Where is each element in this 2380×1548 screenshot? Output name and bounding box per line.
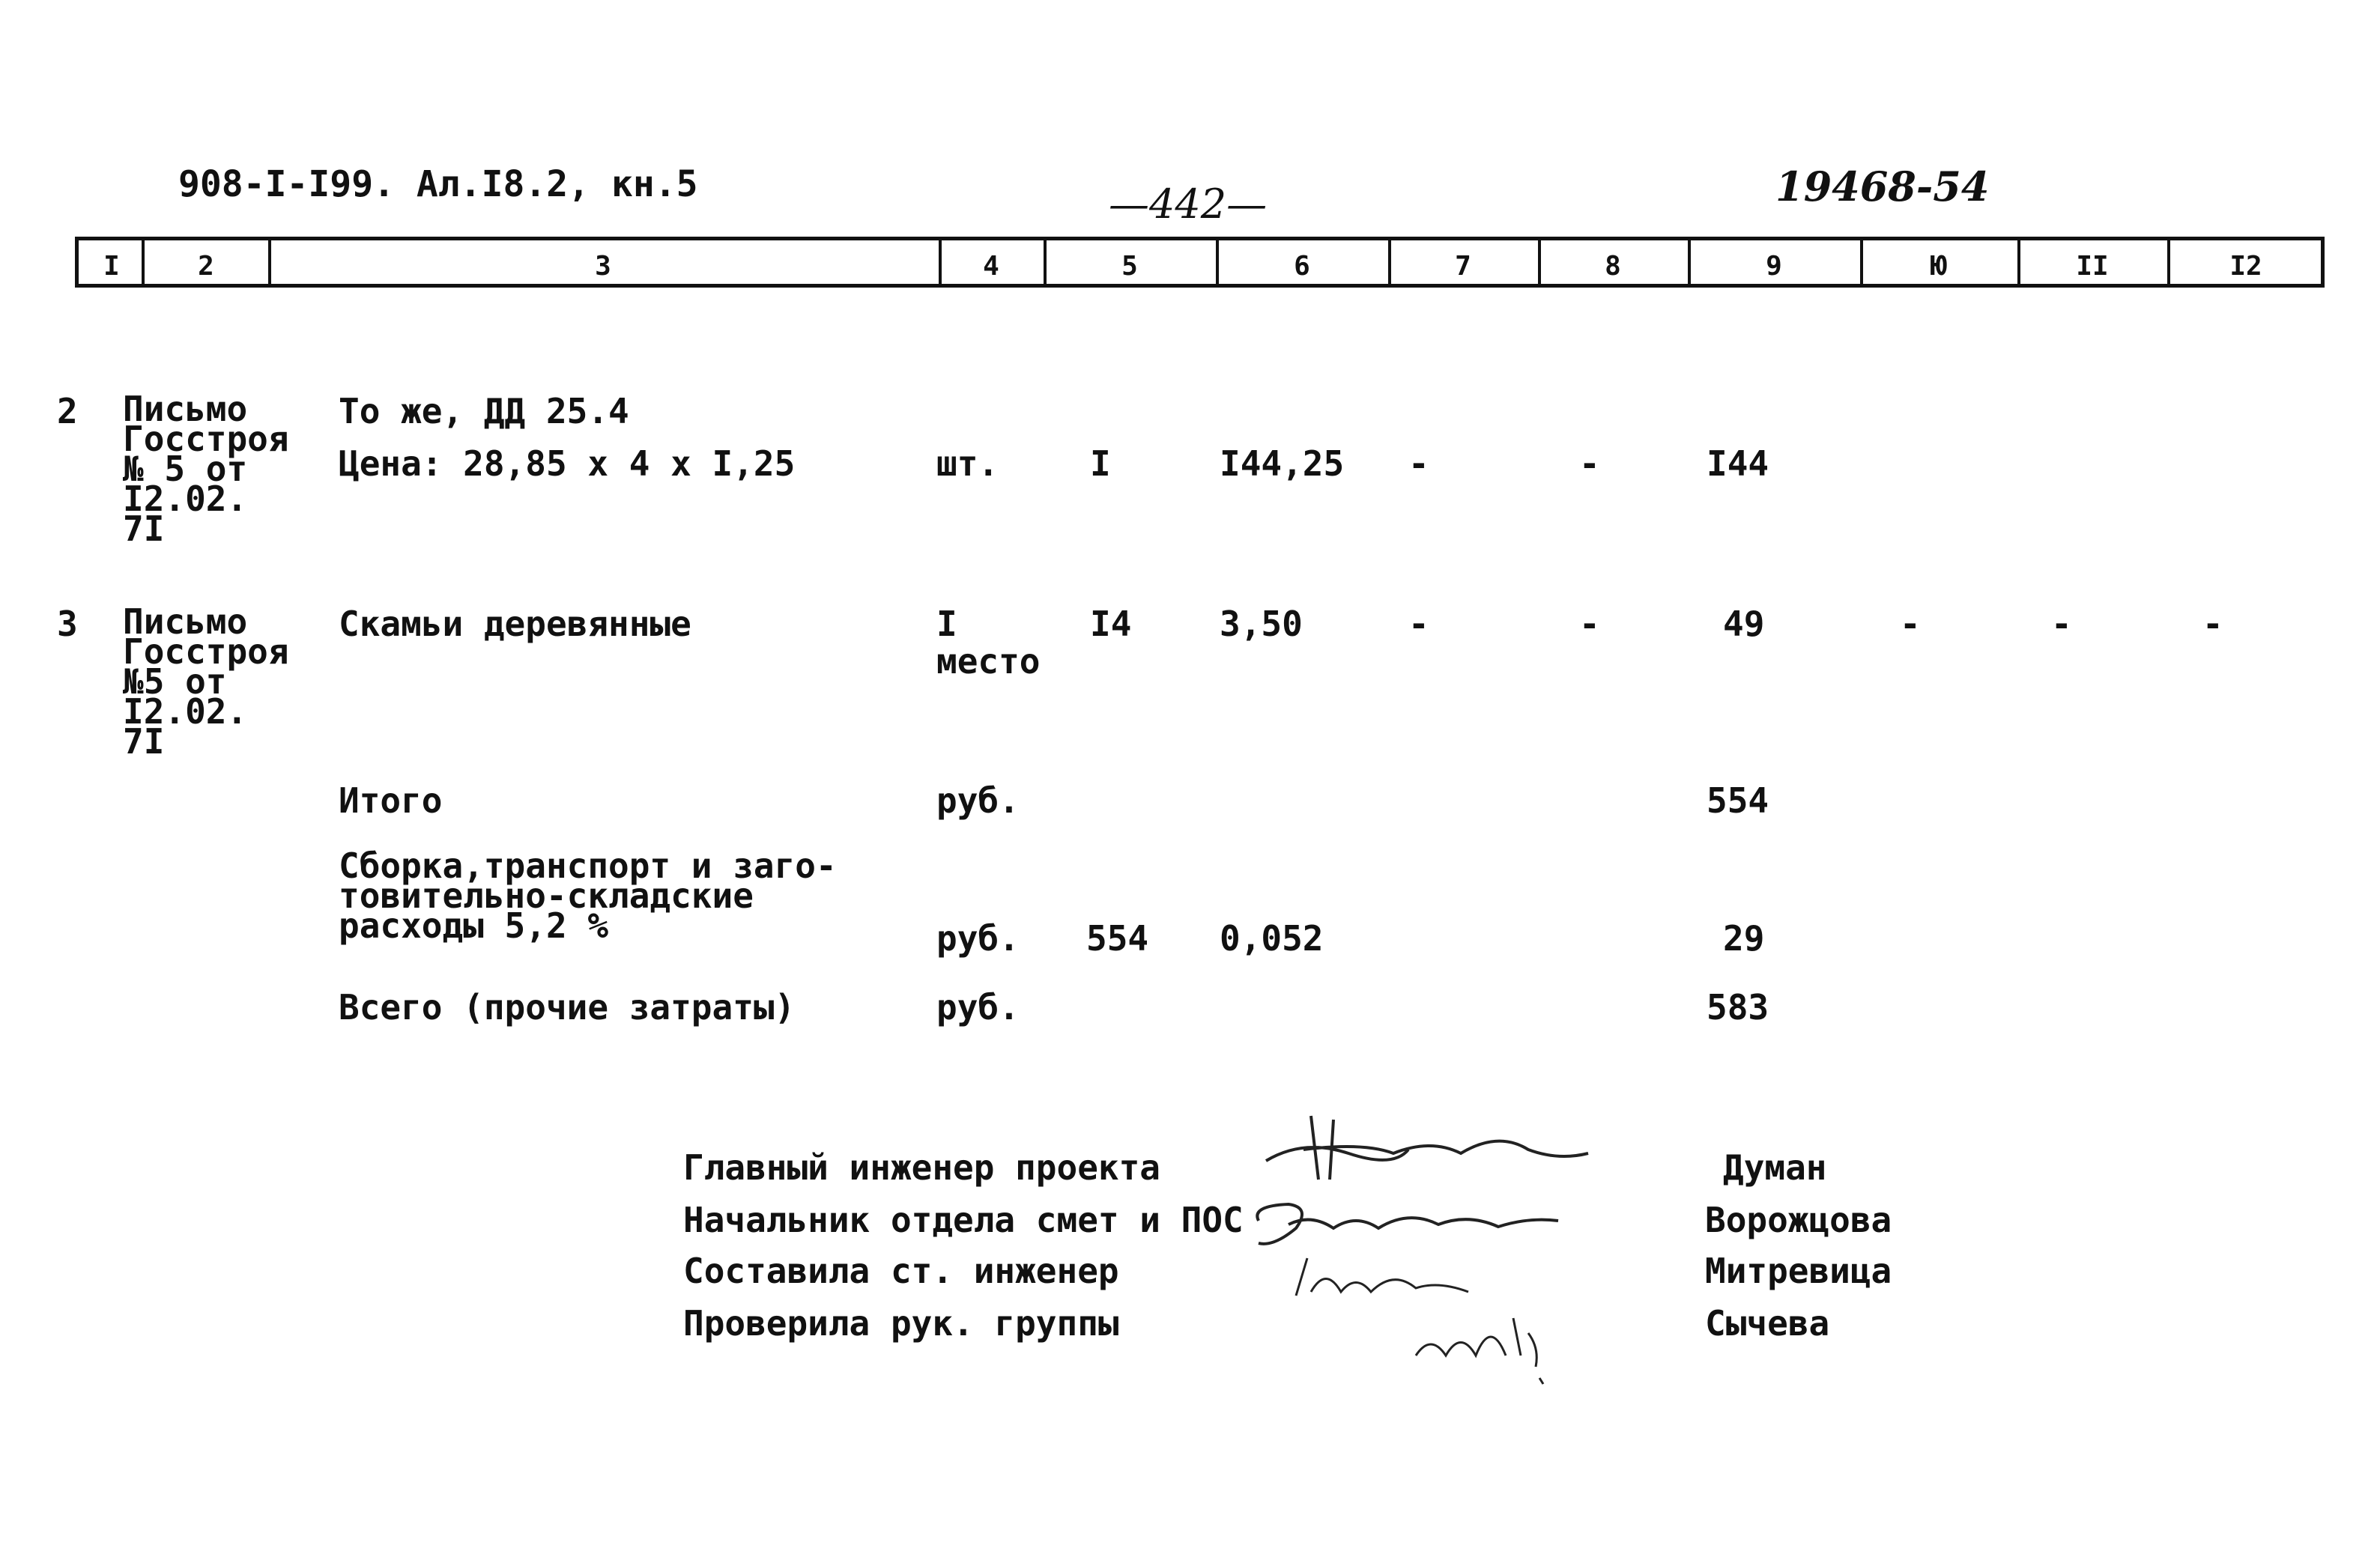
row-col9: 49: [1723, 604, 1765, 644]
column-number: II: [2076, 251, 2109, 282]
signature-name: Думан: [1723, 1147, 1827, 1188]
column-divider: [1688, 240, 1691, 284]
signature-role: Главный инженер проекта: [683, 1147, 1160, 1188]
row-source: [123, 389, 289, 549]
row-source: [123, 601, 289, 762]
archive-number: 19468-54: [1775, 163, 1990, 210]
grand-total-label: Всего (прочие затраты): [339, 987, 796, 1028]
handwritten-signature: [1244, 1191, 1596, 1258]
handwritten-signature: [1259, 1108, 1633, 1191]
column-number: 9: [1766, 251, 1782, 282]
row-col7: -: [1408, 443, 1429, 484]
assembly-label-line: расходы 5,2 %: [339, 905, 609, 946]
row-source-line: 7I: [123, 509, 165, 549]
row-name: То же, ДД 25.4: [339, 391, 629, 431]
assembly-label: [339, 846, 837, 946]
row-source-line: I2.02.: [123, 691, 248, 732]
row-col10: -: [1900, 604, 1921, 644]
row-unit: шт.: [936, 443, 999, 484]
assembly-rate: 0,052: [1220, 918, 1324, 959]
assembly-value: 29: [1723, 918, 1765, 959]
assembly-label-line: Сборка,транспорт и заго-: [339, 846, 837, 886]
row-col12: -: [2202, 604, 2223, 644]
row-col8: -: [1579, 443, 1600, 484]
column-number: 7: [1455, 251, 1471, 282]
column-divider: [1044, 240, 1047, 284]
row-number: 3: [57, 604, 78, 644]
column-number: I: [103, 251, 120, 282]
row-col8: -: [1579, 604, 1600, 644]
column-number: 8: [1605, 251, 1621, 282]
row-unit-detail: место: [936, 641, 1041, 682]
column-divider: [2167, 240, 2170, 284]
row-price: 3,50: [1220, 604, 1303, 644]
row-col9: I44: [1707, 443, 1769, 484]
column-divider: [939, 240, 942, 284]
assembly-base: 554: [1086, 918, 1149, 959]
column-number-strip: [75, 237, 2325, 288]
subtotal-label: Итого: [339, 780, 443, 821]
handwritten-signature: [1408, 1303, 1558, 1385]
subtotal-value: 554: [1707, 780, 1769, 821]
row-source-line: Госстроя: [123, 419, 289, 459]
row-source-line: № 5 от: [123, 449, 248, 489]
column-divider: [142, 240, 145, 284]
signature-name: Сычева: [1705, 1303, 1830, 1344]
row-price: I44,25: [1220, 443, 1345, 484]
column-number: 4: [983, 251, 999, 282]
column-divider: [1216, 240, 1219, 284]
column-divider: [2017, 240, 2020, 284]
column-number: 6: [1294, 251, 1310, 282]
row-price-formula: Цена: 28,85 х 4 х I,25: [339, 443, 796, 484]
signature-name: Митревица: [1705, 1251, 1892, 1291]
signature-name: Ворожцова: [1705, 1200, 1892, 1240]
document-reference: 908-I-I99. Ал.I8.2, кн.5: [178, 163, 698, 205]
row-number: 2: [57, 391, 78, 431]
assembly-unit: руб.: [936, 918, 1020, 959]
column-number: 2: [198, 251, 214, 282]
handwritten-signature: [1289, 1251, 1513, 1311]
column-number: 5: [1121, 251, 1138, 282]
row-col7: -: [1408, 604, 1429, 644]
subtotal-unit: руб.: [936, 780, 1020, 821]
page-number: —442—: [1109, 180, 1268, 228]
row-quantity: I4: [1090, 604, 1132, 644]
grand-total-unit: руб.: [936, 987, 1020, 1028]
row-source-line: Письмо: [123, 601, 248, 642]
signature-role: Составила ст. инженер: [683, 1251, 1119, 1291]
signature-role: Начальник отдела смет и ПОС: [683, 1200, 1244, 1240]
column-divider: [268, 240, 271, 284]
row-col11: -: [2051, 604, 2072, 644]
row-unit: I: [936, 604, 957, 644]
column-divider: [1538, 240, 1541, 284]
column-number: 3: [595, 251, 611, 282]
row-source-line: 7I: [123, 721, 165, 762]
column-number: I2: [2229, 251, 2262, 282]
column-number: Ю: [1931, 251, 1947, 282]
row-source-line: I2.02.: [123, 479, 248, 519]
row-quantity: I: [1090, 443, 1111, 484]
row-name: Скамьи деревянные: [339, 604, 691, 644]
column-divider: [1860, 240, 1863, 284]
assembly-label-line: товительно-складские: [339, 875, 754, 916]
row-source-line: №5 от: [123, 661, 227, 702]
row-source-line: Госстроя: [123, 631, 289, 672]
column-divider: [1388, 240, 1391, 284]
row-source-line: Письмо: [123, 389, 248, 429]
signature-role: Проверила рук. группы: [683, 1303, 1119, 1344]
grand-total-value: 583: [1707, 987, 1769, 1028]
